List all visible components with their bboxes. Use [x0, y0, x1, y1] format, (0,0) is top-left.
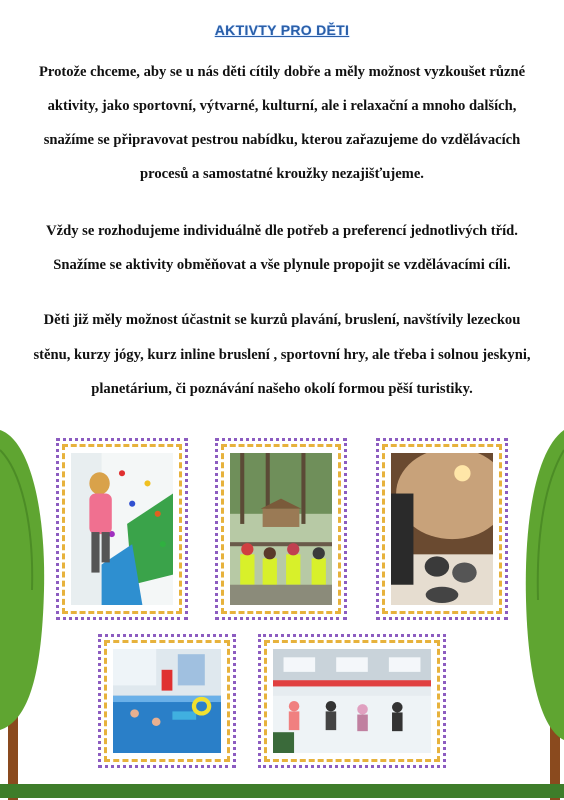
right-tree-illustration [520, 430, 564, 800]
photo-climbing-wall [56, 438, 188, 620]
photo-salt-cave [376, 438, 508, 620]
photo-zoo-visit [215, 438, 347, 620]
paragraph-approach: Vždy se rozhodujeme individuálně dle potřeb a preferencí jednotlivých tříd. Snažíme se aktivity obměňovat a vše plynule propojit se vzdělávacími cíli. [46, 223, 518, 273]
page-title: AKTIVTY PRO DĚTI [214, 22, 350, 38]
photo-swimming-pool [98, 634, 236, 768]
photo-ice-skating [258, 634, 446, 768]
paragraph-intro: Protože chceme, aby se u nás děti cítily dobře a měly možnost vyzkoušet různé aktivity, jako sportovní, výtvarné, kulturní, ale i relaxační a mnoho dalších, snažíme se připravovat pestrou nabídku, kterou zařazujeme do vzdělávacích procesů a samostatné kroužky nezajišťujeme. [38, 64, 526, 182]
paragraph-activities: Děti již měly možnost účastnit se kurzů plavání, bruslení, navštívily lezeckou stěnu, kurzy jógy, kurz inline bruslení , sportovní hry, ale třeba i solnou jeskyni, planetárium, či poznávání našeho okolí formou pěší turistiky. [33, 312, 531, 397]
ground-strip [0, 784, 564, 798]
left-tree-illustration [0, 430, 48, 800]
